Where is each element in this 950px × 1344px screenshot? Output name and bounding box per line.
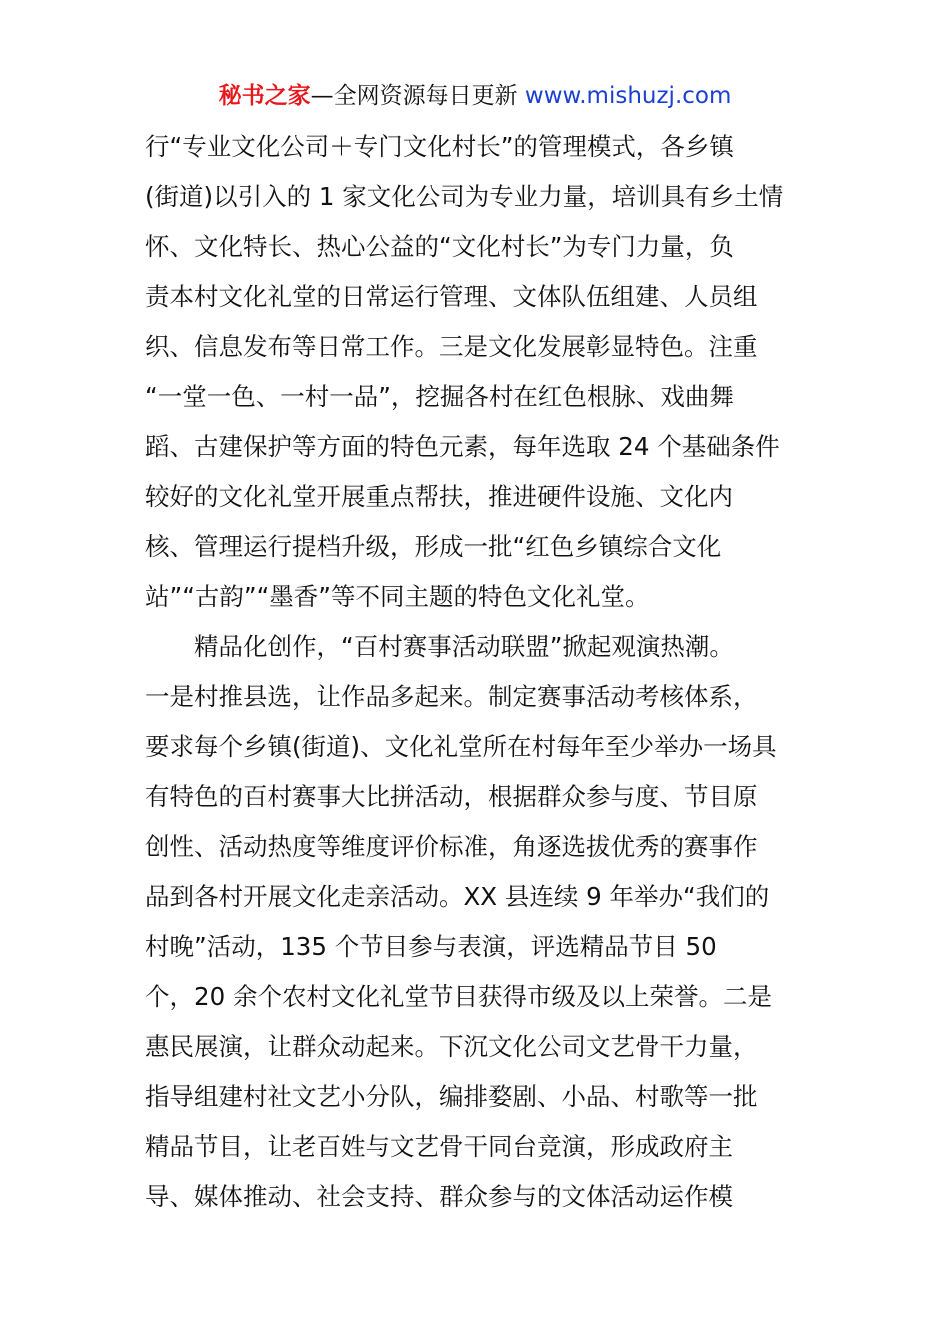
site-brand: 秘书之家: [218, 83, 311, 109]
text-line: 指导组建村社文艺小分队，编排婺剧、小品、村歌等一批: [145, 1082, 758, 1111]
site-url-link[interactable]: www.mishuzj.com: [524, 83, 732, 109]
text-line: (街道)以引入的 1 家文化公司为专业力量，培训具有乡土情: [145, 182, 784, 211]
text-line: 品到各村开展文化走亲活动。XX 县连续 9 年举办“我们的: [145, 882, 770, 911]
text-line: 站”“古韵”“墨香”等不同主题的特色文化礼堂。: [145, 582, 650, 611]
text-line: 行“专业文化公司＋专门文化村长”的管理模式，各乡镇: [145, 132, 734, 161]
text-line: “一堂一色、一村一品”，挖掘各村在红色根脉、戏曲舞: [145, 382, 734, 411]
text-line: 核、管理运行提档升级，形成一批“红色乡镇综合文化: [145, 532, 722, 561]
page-header: [0, 80, 950, 112]
text-line: 惠民展演，让群众动起来。下沉文化公司文艺骨干力量，: [145, 1032, 758, 1061]
text-line: 村晚”活动，135 个节目参与表演，评选精品节目 50: [145, 932, 717, 961]
text-line: 蹈、古建保护等方面的特色元素，每年选取 24 个基础条件: [145, 432, 780, 461]
text-line: 创性、活动热度等维度评价标准，角逐选拔优秀的赛事作: [145, 832, 758, 861]
text-line: 一是村推县选，让作品多起来。制定赛事活动考核体系，: [145, 682, 758, 711]
text-line: 导、媒体推动、社会支持、群众参与的文体活动运作模: [145, 1182, 733, 1211]
text-line: 精品节目，让老百姓与文艺骨干同台竞演，形成政府主: [145, 1132, 733, 1161]
paragraph-heading-line: 精品化创作，“百村赛事活动联盟”掀起观演热潮。: [194, 632, 734, 661]
site-tagline: —全网资源每日更新: [310, 83, 525, 109]
text-line: 较好的文化礼堂开展重点帮扶，推进硬件设施、文化内: [145, 482, 733, 511]
document-body: [145, 122, 815, 1222]
text-line: 怀、文化特长、热心公益的“文化村长”为专门力量，负: [145, 232, 734, 261]
text-line: 个，20 余个农村文化礼堂节目获得市级及以上荣誉。二是: [145, 982, 772, 1011]
text-line: 责本村文化礼堂的日常运行管理、文体队伍组建、人员组: [145, 282, 758, 311]
text-line: 有特色的百村赛事大比拼活动，根据群众参与度、节目原: [145, 782, 758, 811]
text-line: 织、信息发布等日常工作。三是文化发展彰显特色。注重: [145, 332, 758, 361]
text-line: 要求每个乡镇(街道)、文化礼堂所在村每年至少举办一场具: [145, 732, 777, 761]
